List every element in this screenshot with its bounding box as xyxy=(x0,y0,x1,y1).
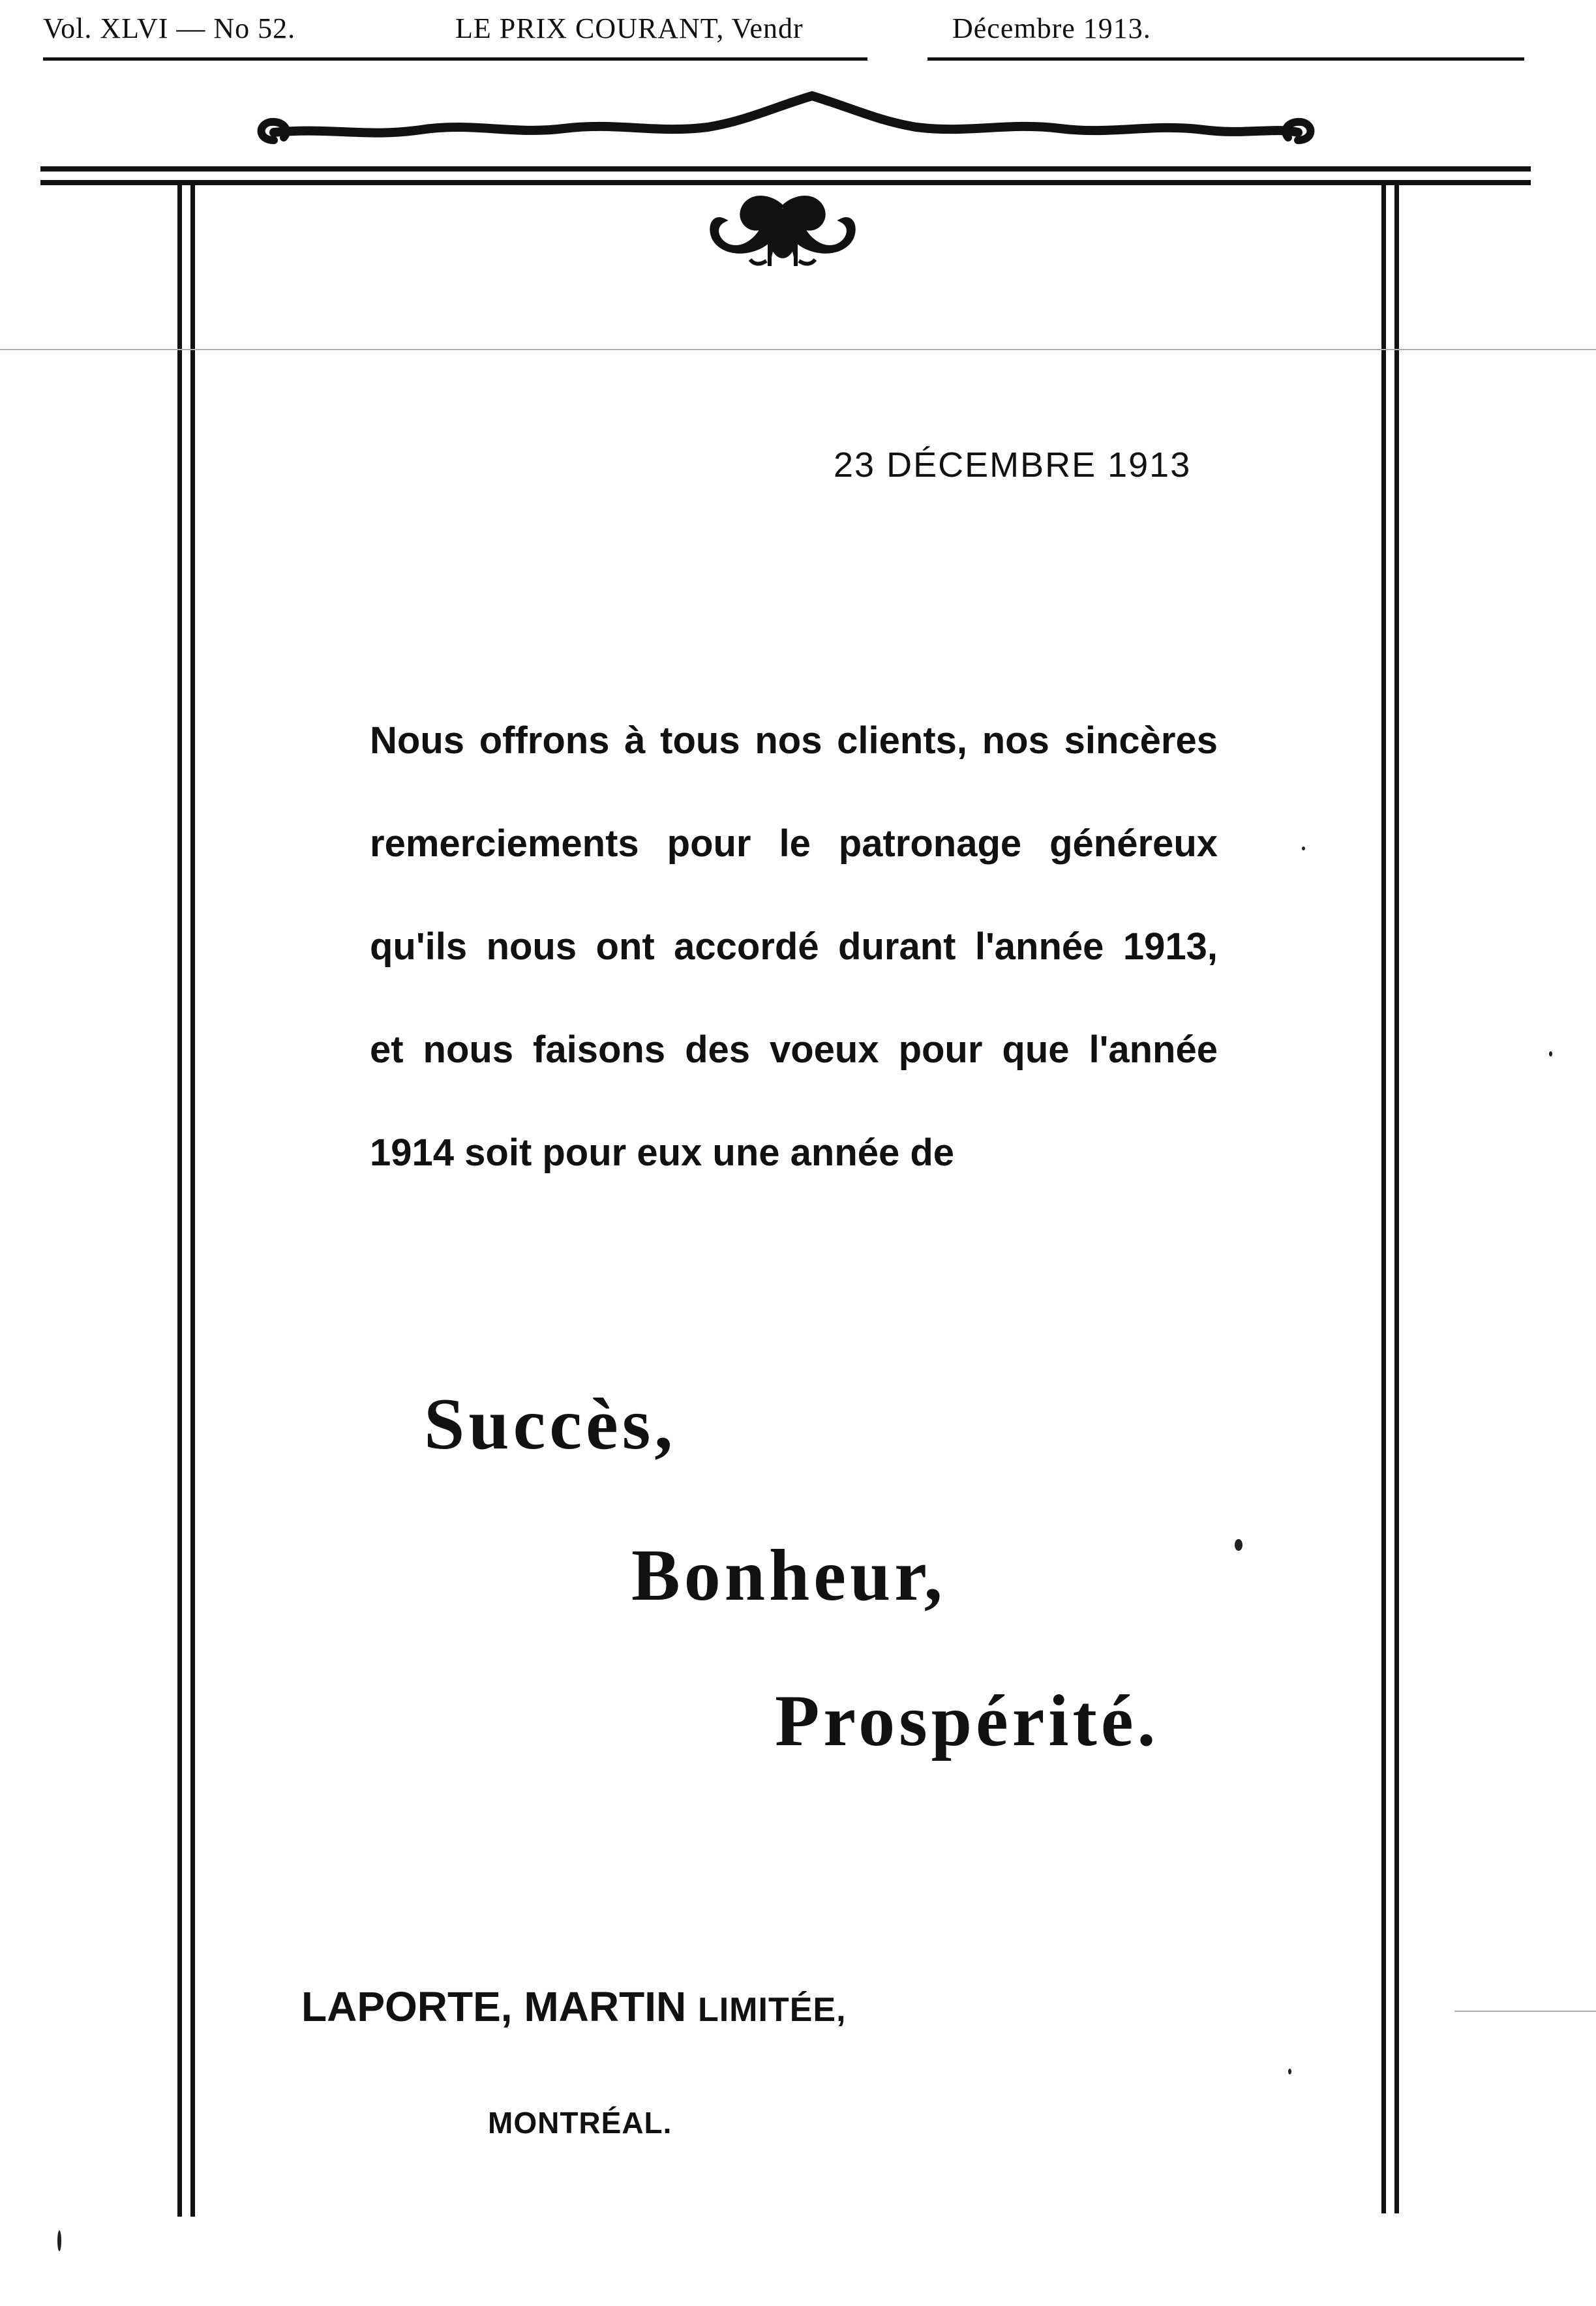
wish-bonheur: Bonheur, xyxy=(631,1535,946,1616)
message-line: 1914 soit pour eux une année de xyxy=(370,1131,955,1174)
scan-speck xyxy=(1302,846,1305,850)
wish-prosperite: Prospérité. xyxy=(775,1681,1160,1761)
running-head-date: Décembre 1913. xyxy=(952,12,1151,44)
message-line: qu'ils nous ont accordé durant l'année 1913, xyxy=(370,925,1218,968)
frame-right-rule-inner xyxy=(1381,185,1386,2213)
scroll-ornament xyxy=(251,82,1321,166)
header-rule-segment xyxy=(1358,57,1524,61)
header-rule-segment xyxy=(43,57,867,61)
frame-right-rule-outer xyxy=(1394,185,1399,2213)
floral-ornament xyxy=(704,188,861,273)
scan-speck xyxy=(1549,1051,1552,1056)
frame-left-rule-inner xyxy=(190,185,195,2217)
wish-succes: Succès, xyxy=(424,1384,677,1465)
frame-top-rule-inner xyxy=(40,180,1531,185)
dateline: 23 DÉCEMBRE 1913 xyxy=(834,445,1192,485)
company-suffix: LIMITÉE, xyxy=(697,1991,847,2029)
company-signature xyxy=(301,1983,847,2031)
header-rule-segment xyxy=(927,57,1410,61)
company-name: LAPORTE, MARTIN xyxy=(301,1983,687,2030)
message-line: remerciements pour le patronage généreux xyxy=(370,822,1218,865)
scan-speck xyxy=(1235,1539,1242,1551)
company-city: MONTRÉAL. xyxy=(488,2106,672,2140)
running-head-volume: Vol. XLVI — No 52. xyxy=(43,12,296,44)
scan-speck xyxy=(57,2230,61,2251)
message-line: Nous offrons à tous nos clients, nos sincères xyxy=(370,719,1218,762)
message-line: et nous faisons des voeux pour que l'année xyxy=(370,1028,1218,1071)
scan-line xyxy=(0,349,1596,350)
frame-left-rule-outer xyxy=(177,185,182,2217)
scan-speck xyxy=(1288,2069,1291,2074)
running-head-publication: LE PRIX COURANT, Vendr xyxy=(455,12,804,44)
frame-top-rule-outer xyxy=(40,166,1531,172)
scan-line xyxy=(1454,2011,1596,2012)
